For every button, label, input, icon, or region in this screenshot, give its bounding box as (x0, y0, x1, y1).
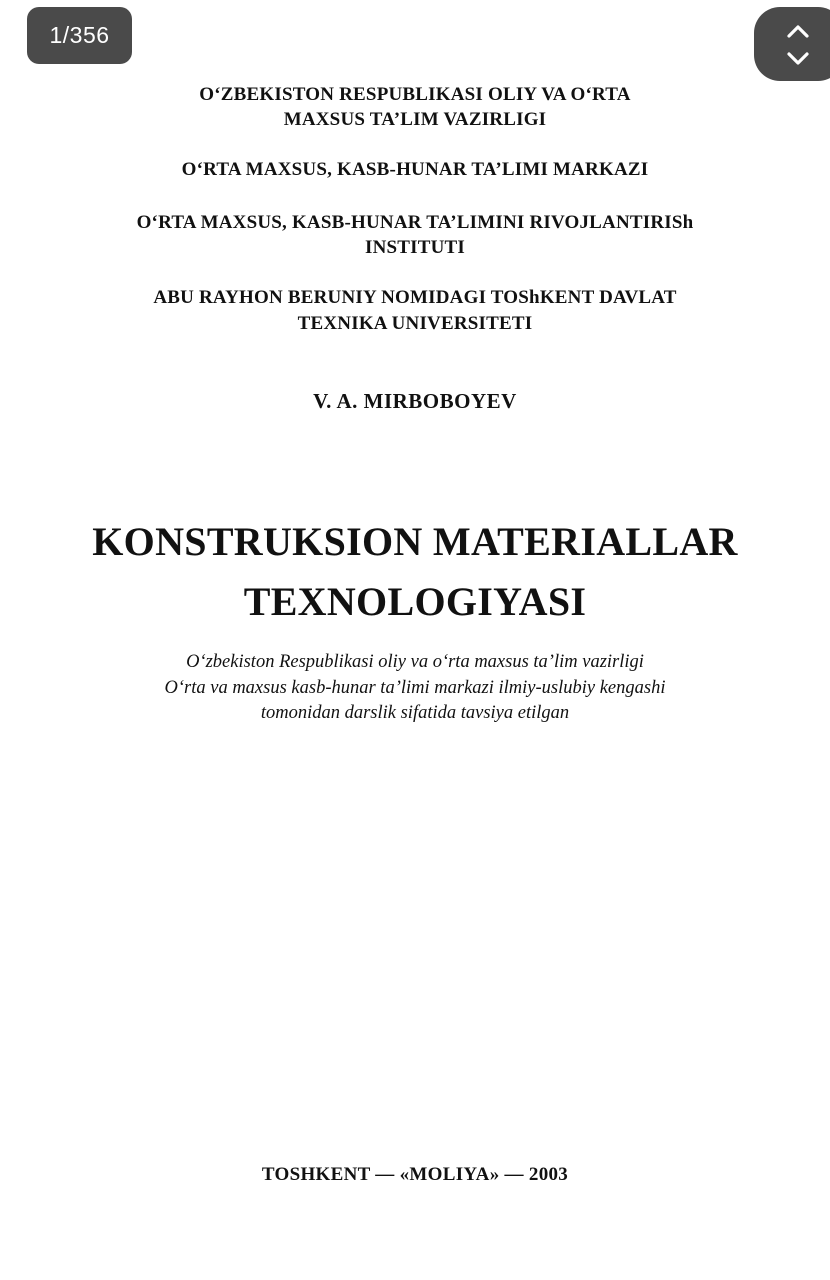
institution-1-line-2: MAXSUS TA’LIM VAZIRLIGI (283, 109, 547, 130)
chevron-down-icon (785, 51, 811, 67)
previous-page-button[interactable] (780, 18, 816, 44)
author-name: V. A. MIRBOBOYEV (313, 389, 517, 413)
institution-4-line-2: TEXNIKA UNIVERSITETI (297, 313, 533, 334)
approval-note-line-3: tomonidan darslik sifatida tavsiya etilgan (260, 703, 570, 723)
approval-note-line-1: O‘zbekiston Respublikasi oliy va o‘rta maxsus ta’lim vazirligi (186, 652, 644, 672)
book-title-line-1: KONSTRUKSION MATERIALLAR (92, 519, 738, 564)
chevron-up-icon (785, 23, 811, 39)
institution-3-line-1: O‘RTA MAXSUS, KASB-HUNAR TA’LIMINI RIVOJLANTIRISh (136, 212, 694, 233)
approval-note-line-2: O‘rta va maxsus kasb-hunar ta’limi markazi ilmiy-uslubiy kengashi (164, 678, 666, 698)
institution-2-line-1: O‘RTA MAXSUS, KASB-HUNAR TA’LIMI MARKAZI (181, 159, 649, 180)
imprint: TOSHKENT — «MOLIYA» — 2003 (261, 1164, 569, 1185)
book-title-line-2: TEXNOLOGIYASI (243, 579, 587, 624)
institution-4-line-1: ABU RAYHON BERUNIY NOMIDAGI TOShKENT DAVLAT (153, 287, 677, 308)
institution-3-line-2: INSTITUTI (364, 237, 465, 258)
next-page-button[interactable] (780, 46, 816, 72)
page-navigation (754, 7, 830, 81)
institution-1-line-1: O‘ZBEKISTON RESPUBLIKASI OLIY VA O‘RTA (199, 84, 631, 105)
page-counter: 1/356 (27, 7, 132, 64)
